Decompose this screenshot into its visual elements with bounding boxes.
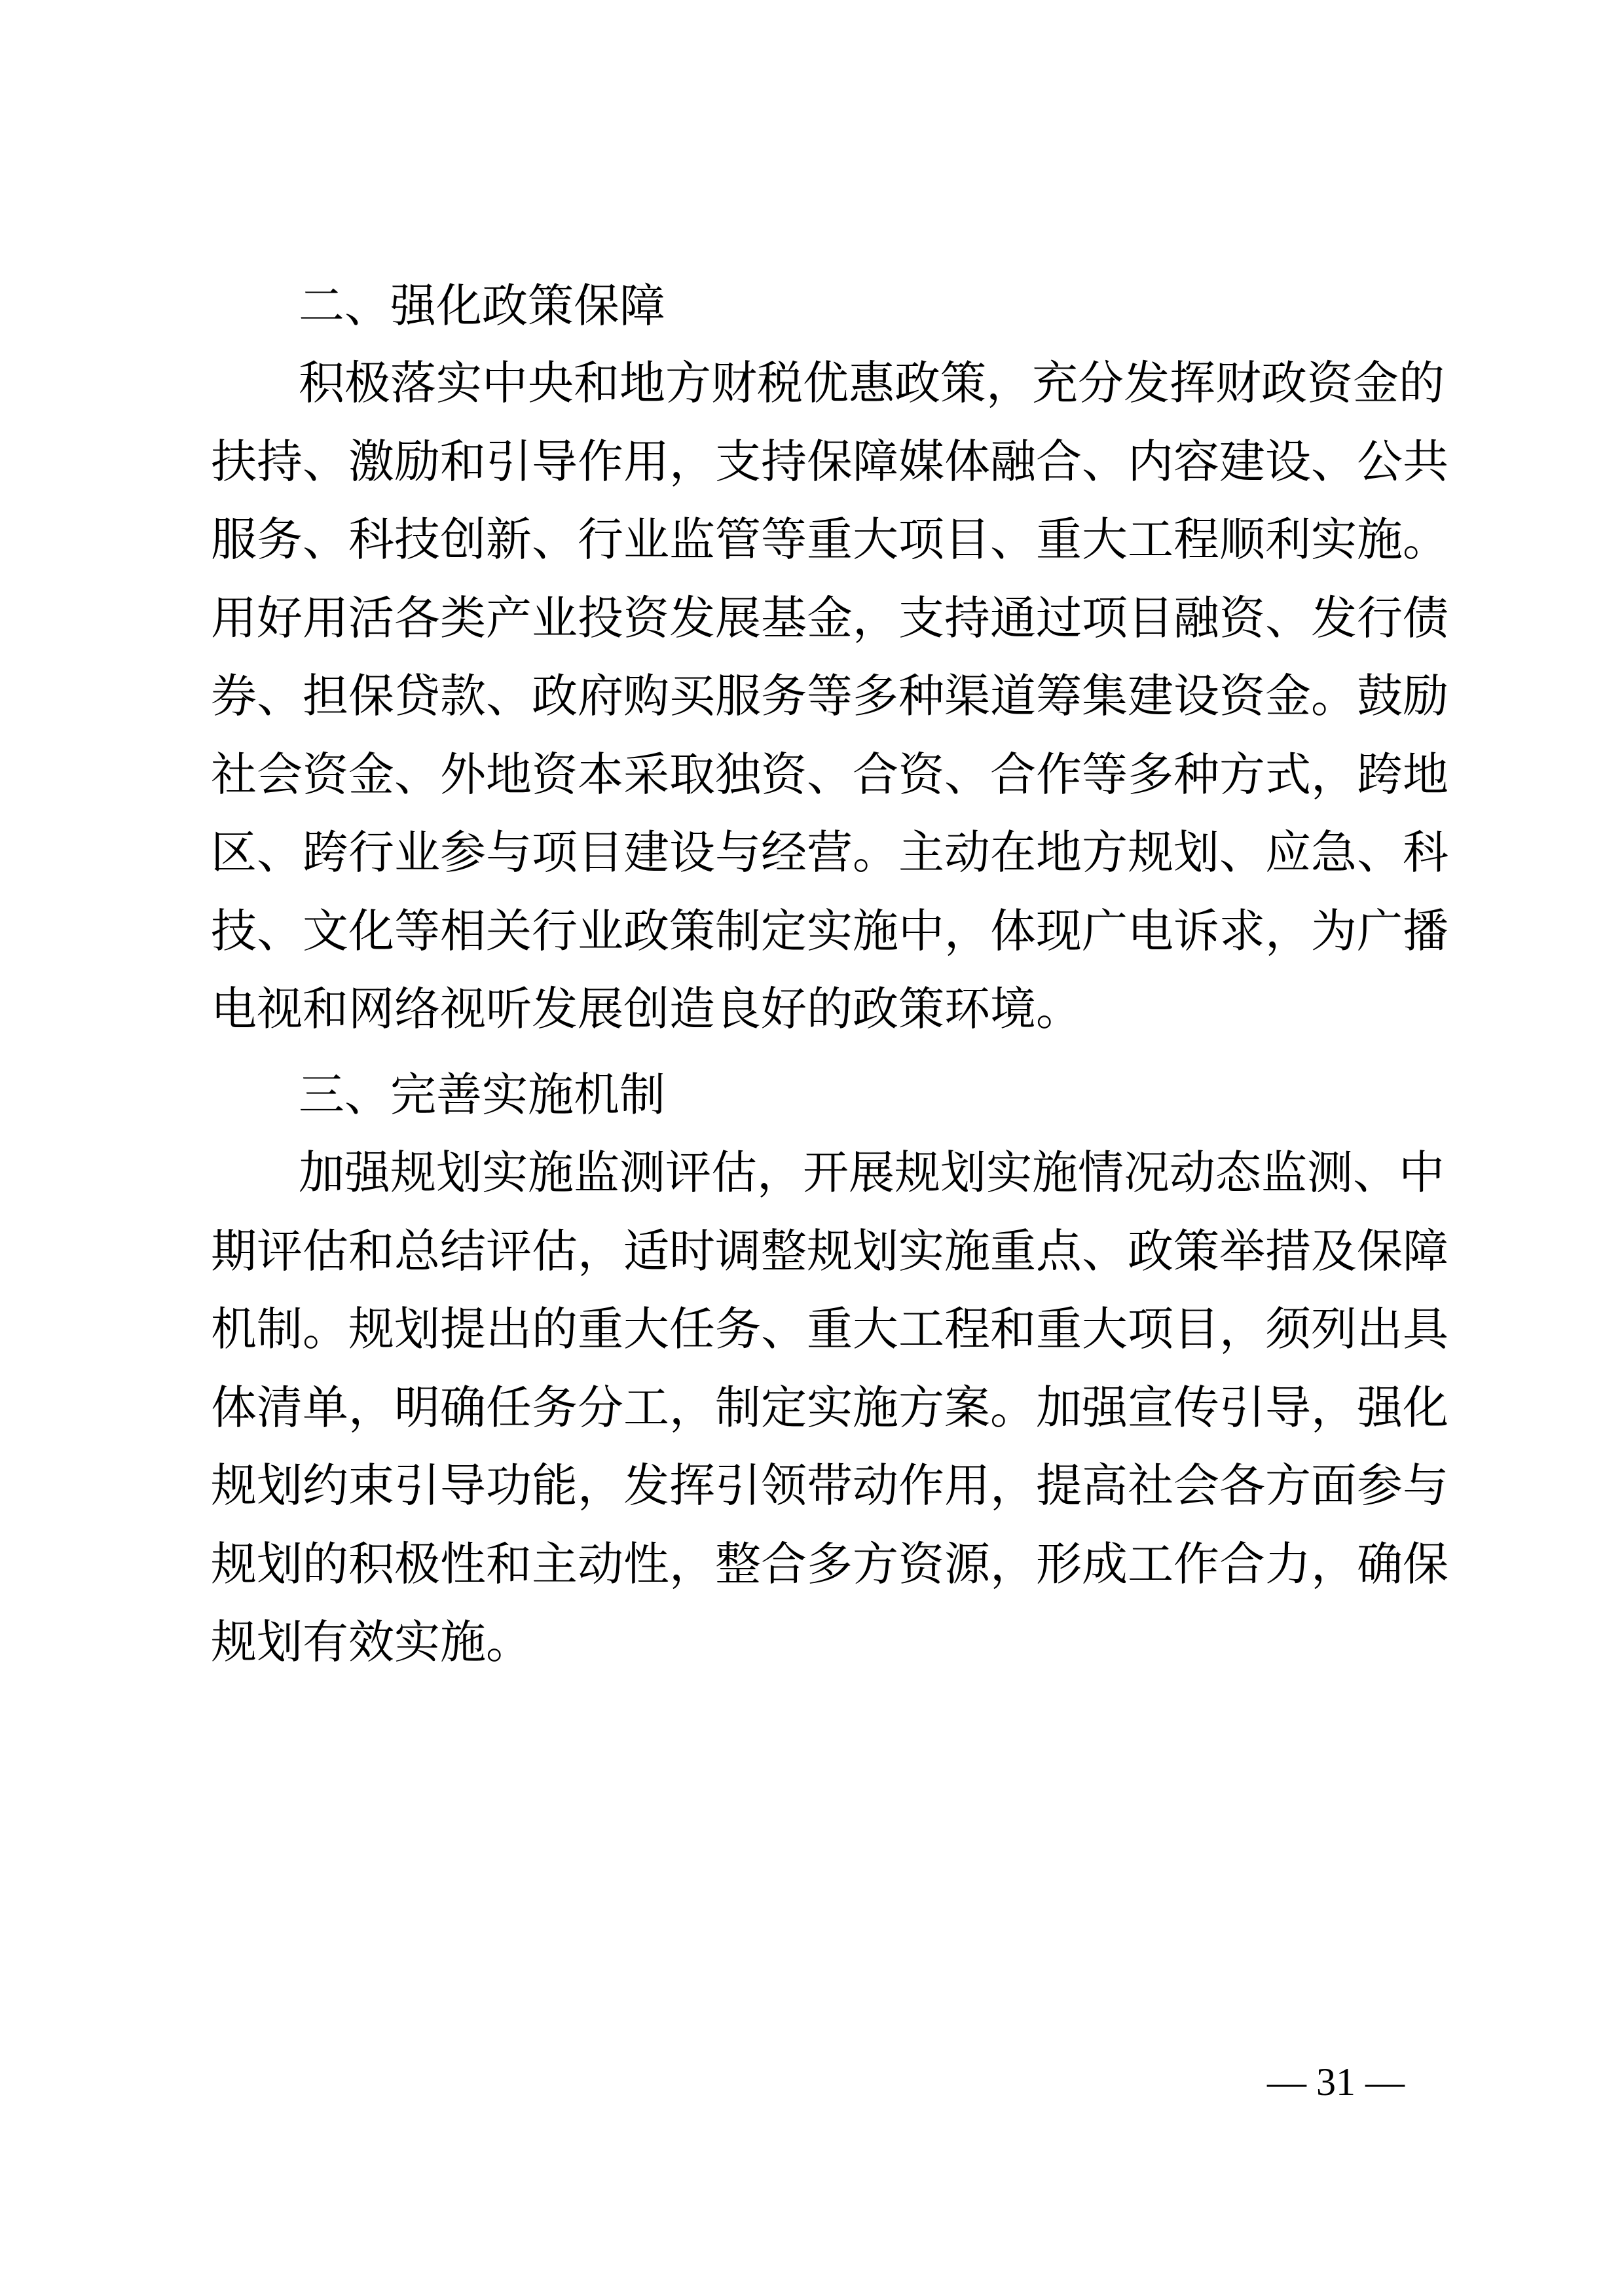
paragraph-line: 扶持、激励和引导作用，支持保障媒体融合、内容建设、公共 xyxy=(211,434,1449,488)
paragraph-line: 规划约束引导功能，发挥引领带动作用，提高社会各方面参与 xyxy=(211,1459,1449,1512)
paragraph-line: 规划有效实施。 xyxy=(211,1615,532,1669)
paragraph-line: 技、文化等相关行业政策制定实施中，体现广电诉求，为广播 xyxy=(211,903,1449,958)
paragraph-line: 体清单，明确任务分工，制定实施方案。加强宣传引导，强化 xyxy=(211,1380,1449,1434)
section-heading-implementation-mechanism: 三、完善实施机制 xyxy=(299,1068,665,1121)
paragraph-line: 规划的积极性和主动性，整合多方资源，形成工作合力，确保 xyxy=(211,1537,1449,1591)
paragraph-line: 电视和网络视听发展创造良好的政策环境。 xyxy=(211,982,1082,1036)
paragraph-line: 用好用活各类产业投资发展基金，支持通过项目融资、发行债 xyxy=(211,591,1449,645)
section-heading-policy-support: 二、强化政策保障 xyxy=(299,279,665,333)
paragraph-line: 期评估和总结评估，适时调整规划实施重点、政策举措及保障 xyxy=(211,1224,1449,1278)
paragraph-line: 机制。规划提出的重大任务、重大工程和重大项目，须列出具 xyxy=(211,1302,1449,1356)
paragraph-policy-support xyxy=(211,344,1449,1049)
page-number: — 31 — xyxy=(1267,2060,1405,2104)
paragraph-line: 区、跨行业参与项目建设与经营。主动在地方规划、应急、科 xyxy=(211,826,1449,879)
paragraph-line: 积极落实中央和地方财税优惠政策，充分发挥财政资金的 xyxy=(299,356,1445,410)
paragraph-line: 加强规划实施监测评估，开展规划实施情况动态监测、中 xyxy=(299,1146,1445,1199)
paragraph-implementation-mechanism xyxy=(211,1134,1449,1682)
paragraph-line: 服务、科技创新、行业监管等重大项目、重大工程顺利实施。 xyxy=(211,513,1449,566)
paragraph-line: 社会资金、外地资本采取独资、合资、合作等多种方式，跨地 xyxy=(211,747,1449,801)
paragraph-line: 券、担保贷款、政府购买服务等多种渠道筹集建设资金。鼓励 xyxy=(211,669,1449,723)
